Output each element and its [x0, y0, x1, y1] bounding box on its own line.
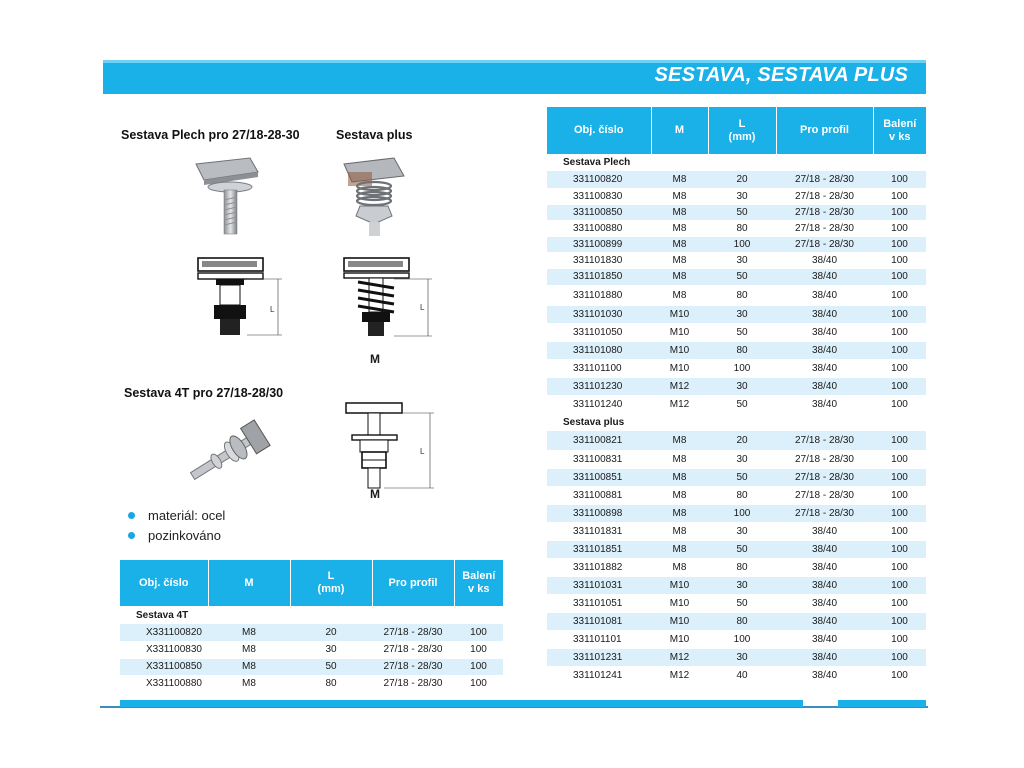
- cell-m: M8: [651, 252, 708, 268]
- cell-pro-profil: 27/18 - 28/30: [776, 188, 873, 204]
- cell-baleni: 100: [873, 341, 926, 359]
- table-row: [120, 641, 503, 658]
- plus-dim-m: M: [370, 352, 380, 366]
- cell-m: M10: [651, 305, 708, 323]
- cell-l-mm: 50: [290, 658, 372, 675]
- table-row: [547, 612, 926, 630]
- cell-l-mm: 30: [708, 377, 776, 395]
- cell-l-mm: 20: [708, 171, 776, 188]
- feature-material: [128, 508, 225, 523]
- cell-obj-cislo: 331101880: [547, 285, 651, 305]
- cell-m: M8: [651, 204, 708, 220]
- cell-obj-cislo: 331100831: [547, 450, 651, 468]
- cell-obj-cislo: 331101831: [547, 522, 651, 540]
- cell-baleni: 100: [873, 450, 926, 468]
- table-header-row: [547, 107, 926, 154]
- cell-pro-profil: 38/40: [776, 359, 873, 377]
- col-header-l-mm: L (mm): [708, 107, 776, 154]
- cell-pro-profil: 27/18 - 28/30: [372, 658, 454, 675]
- cell-obj-cislo: 331101830: [547, 252, 651, 268]
- table-row: [547, 395, 926, 413]
- cell-m: M8: [651, 504, 708, 522]
- cell-l-mm: 30: [708, 648, 776, 666]
- cell-m: M8: [651, 236, 708, 252]
- table-row: [547, 576, 926, 594]
- section-label: Sestava 4T: [120, 606, 503, 624]
- t4-title: Sestava 4T pro 27/18-28/30: [124, 386, 284, 400]
- cell-m: M10: [651, 630, 708, 648]
- cell-obj-cislo: 331101100: [547, 359, 651, 377]
- table-row: [547, 171, 926, 188]
- header-top-line: [103, 60, 926, 63]
- footer-band: [838, 700, 926, 707]
- table-row: [547, 450, 926, 468]
- cell-baleni: 100: [454, 675, 503, 692]
- cell-m: M10: [651, 576, 708, 594]
- cell-baleni: 100: [873, 323, 926, 341]
- cell-pro-profil: 27/18 - 28/30: [372, 641, 454, 658]
- cell-l-mm: 20: [708, 431, 776, 450]
- cell-obj-cislo: 331101080: [547, 341, 651, 359]
- cell-m: M10: [651, 594, 708, 612]
- cell-pro-profil: 27/18 - 28/30: [372, 624, 454, 641]
- table-row: [547, 522, 926, 540]
- cell-m: M8: [208, 641, 290, 658]
- col-header-baleni: Balení v ks: [454, 560, 503, 606]
- cell-obj-cislo: X331100820: [120, 624, 208, 641]
- cell-pro-profil: 38/40: [776, 612, 873, 630]
- cell-baleni: 100: [454, 641, 503, 658]
- cell-obj-cislo: 331100830: [547, 188, 651, 204]
- section-label: Sestava Plech: [547, 154, 926, 171]
- bullet-icon: [128, 512, 135, 519]
- header-band: [103, 60, 926, 94]
- cell-l-mm: 50: [708, 268, 776, 285]
- cell-l-mm: 80: [708, 486, 776, 504]
- table-plech-plus: [547, 107, 926, 685]
- cell-obj-cislo: 331100821: [547, 431, 651, 450]
- cell-pro-profil: 38/40: [776, 522, 873, 540]
- table-row: [547, 504, 926, 522]
- col-header-obj-cislo: Obj. číslo: [120, 560, 208, 606]
- cell-l-mm: 50: [708, 468, 776, 486]
- cell-obj-cislo: 331100820: [547, 171, 651, 188]
- table-row: [547, 188, 926, 204]
- table-row: [547, 341, 926, 359]
- cell-baleni: 100: [873, 540, 926, 558]
- cell-baleni: 100: [873, 377, 926, 395]
- cell-m: M8: [208, 675, 290, 692]
- cell-m: M8: [651, 558, 708, 576]
- table-header-row: [120, 560, 503, 606]
- cell-obj-cislo: 331101031: [547, 576, 651, 594]
- table-row: [547, 236, 926, 252]
- section-row: [120, 606, 503, 624]
- cell-l-mm: 100: [708, 359, 776, 377]
- cell-l-mm: 100: [708, 504, 776, 522]
- table-row: [547, 323, 926, 341]
- cell-l-mm: 30: [708, 252, 776, 268]
- plech-title: Sestava Plech pro 27/18-28-30: [121, 128, 300, 142]
- cell-baleni: 100: [873, 395, 926, 413]
- cell-pro-profil: 38/40: [776, 323, 873, 341]
- cell-l-mm: 30: [708, 450, 776, 468]
- table-row: [547, 486, 926, 504]
- cell-m: M8: [651, 268, 708, 285]
- cell-baleni: 100: [873, 359, 926, 377]
- cell-baleni: 100: [873, 171, 926, 188]
- cell-baleni: 100: [873, 268, 926, 285]
- table-row: [120, 658, 503, 675]
- cell-l-mm: 30: [290, 641, 372, 658]
- col-header-pro-profil: Pro profil: [372, 560, 454, 606]
- cell-baleni: 100: [873, 612, 926, 630]
- cell-pro-profil: 38/40: [776, 268, 873, 285]
- cell-obj-cislo: 331100899: [547, 236, 651, 252]
- plech-drawing: [190, 252, 300, 352]
- cell-pro-profil: 38/40: [776, 648, 873, 666]
- cell-obj-cislo: 331100880: [547, 220, 651, 236]
- col-header-obj-cislo: Obj. číslo: [547, 107, 651, 154]
- cell-pro-profil: 27/18 - 28/30: [776, 431, 873, 450]
- cell-l-mm: 50: [708, 594, 776, 612]
- cell-baleni: 100: [873, 468, 926, 486]
- t4-dim-m: M: [370, 487, 380, 501]
- cell-baleni: 100: [873, 648, 926, 666]
- cell-obj-cislo: 331100881: [547, 486, 651, 504]
- cell-baleni: 100: [873, 522, 926, 540]
- cell-obj-cislo: X331100850: [120, 658, 208, 675]
- cell-m: M8: [651, 188, 708, 204]
- plech-dim-l: L: [270, 305, 275, 314]
- plus-photo: [334, 150, 414, 242]
- cell-m: M8: [208, 658, 290, 675]
- table-row: [547, 540, 926, 558]
- cell-baleni: 100: [873, 252, 926, 268]
- bullet-icon: [128, 532, 135, 539]
- cell-m: M8: [651, 486, 708, 504]
- cell-m: M8: [651, 468, 708, 486]
- cell-m: M10: [651, 612, 708, 630]
- cell-pro-profil: 27/18 - 28/30: [776, 204, 873, 220]
- table-row: [547, 268, 926, 285]
- cell-baleni: 100: [873, 486, 926, 504]
- cell-obj-cislo: 331101030: [547, 305, 651, 323]
- cell-pro-profil: 38/40: [776, 576, 873, 594]
- cell-l-mm: 50: [708, 323, 776, 341]
- cell-baleni: 100: [873, 236, 926, 252]
- cell-m: M8: [651, 450, 708, 468]
- cell-m: M12: [651, 395, 708, 413]
- cell-m: M10: [651, 359, 708, 377]
- table-row: [547, 252, 926, 268]
- table-row: [547, 594, 926, 612]
- cell-l-mm: 100: [708, 630, 776, 648]
- cell-obj-cislo: 331101230: [547, 377, 651, 395]
- table-row: [547, 377, 926, 395]
- cell-m: M10: [651, 323, 708, 341]
- cell-pro-profil: 38/40: [776, 630, 873, 648]
- table-row: [547, 630, 926, 648]
- cell-obj-cislo: 331100898: [547, 504, 651, 522]
- table-row: [547, 285, 926, 305]
- section-row: [547, 413, 926, 431]
- cell-obj-cislo: 331101081: [547, 612, 651, 630]
- cell-l-mm: 80: [708, 612, 776, 630]
- cell-pro-profil: 38/40: [776, 285, 873, 305]
- table-row: [547, 648, 926, 666]
- t4-drawing: [340, 400, 450, 496]
- cell-l-mm: 30: [708, 188, 776, 204]
- cell-pro-profil: 27/18 - 28/30: [776, 486, 873, 504]
- cell-baleni: 100: [873, 305, 926, 323]
- cell-pro-profil: 27/18 - 28/30: [776, 236, 873, 252]
- cell-pro-profil: 38/40: [776, 558, 873, 576]
- cell-m: M8: [651, 285, 708, 305]
- cell-pro-profil: 38/40: [776, 594, 873, 612]
- table-row: [547, 558, 926, 576]
- cell-baleni: 100: [873, 188, 926, 204]
- col-header-l-mm: L (mm): [290, 560, 372, 606]
- cell-l-mm: 50: [708, 540, 776, 558]
- cell-pro-profil: 27/18 - 28/30: [776, 468, 873, 486]
- cell-obj-cislo: 331101231: [547, 648, 651, 666]
- table-row: [120, 675, 503, 692]
- section-row: [547, 154, 926, 171]
- cell-m: M8: [651, 171, 708, 188]
- cell-baleni: 100: [873, 504, 926, 522]
- cell-l-mm: 100: [708, 236, 776, 252]
- cell-l-mm: 80: [708, 341, 776, 359]
- table-row: [547, 220, 926, 236]
- cell-pro-profil: 38/40: [776, 341, 873, 359]
- plus-title: Sestava plus: [336, 128, 413, 142]
- cell-m: M10: [651, 341, 708, 359]
- cell-m: M8: [208, 624, 290, 641]
- cell-pro-profil: 38/40: [776, 395, 873, 413]
- section-label: Sestava plus: [547, 413, 926, 431]
- feature-material-text: materiál: ocel: [148, 508, 226, 523]
- cell-pro-profil: 27/18 - 28/30: [776, 220, 873, 236]
- cell-l-mm: 80: [708, 220, 776, 236]
- table-row: [547, 359, 926, 377]
- cell-baleni: 100: [873, 204, 926, 220]
- feature-zinc: [128, 528, 221, 543]
- table-row: [547, 431, 926, 450]
- cell-baleni: 100: [873, 431, 926, 450]
- table-4t: [120, 560, 503, 693]
- cell-m: M8: [651, 220, 708, 236]
- cell-baleni: 100: [873, 576, 926, 594]
- cell-baleni: 100: [873, 594, 926, 612]
- table-row: [547, 666, 926, 684]
- cell-obj-cislo: X331100880: [120, 675, 208, 692]
- cell-obj-cislo: 331101101: [547, 630, 651, 648]
- cell-m: M8: [651, 431, 708, 450]
- cell-l-mm: 30: [708, 576, 776, 594]
- cell-m: M8: [651, 522, 708, 540]
- table-row: [547, 468, 926, 486]
- cell-baleni: 100: [454, 624, 503, 641]
- cell-l-mm: 50: [708, 204, 776, 220]
- plech-photo: [188, 150, 268, 240]
- page-title: SESTAVA, SESTAVA PLUS: [654, 64, 908, 86]
- cell-m: M12: [651, 666, 708, 684]
- table-row: [120, 624, 503, 641]
- t4-dim-l: L: [420, 447, 425, 456]
- cell-obj-cislo: 331100850: [547, 204, 651, 220]
- cell-obj-cislo: 331101240: [547, 395, 651, 413]
- cell-l-mm: 80: [708, 558, 776, 576]
- cell-obj-cislo: 331101882: [547, 558, 651, 576]
- cell-pro-profil: 38/40: [776, 666, 873, 684]
- cell-l-mm: 50: [708, 395, 776, 413]
- cell-l-mm: 80: [290, 675, 372, 692]
- cell-pro-profil: 38/40: [776, 252, 873, 268]
- cell-l-mm: 40: [708, 666, 776, 684]
- cell-obj-cislo: X331100830: [120, 641, 208, 658]
- cell-obj-cislo: 331101850: [547, 268, 651, 285]
- col-header-m: M: [651, 107, 708, 154]
- cell-obj-cislo: 331101051: [547, 594, 651, 612]
- cell-pro-profil: 27/18 - 28/30: [372, 675, 454, 692]
- footer-band: [120, 700, 803, 707]
- cell-baleni: 100: [454, 658, 503, 675]
- cell-pro-profil: 38/40: [776, 540, 873, 558]
- cell-m: M12: [651, 648, 708, 666]
- cell-l-mm: 30: [708, 522, 776, 540]
- table-row: [547, 305, 926, 323]
- plus-dim-l: L: [420, 303, 425, 312]
- cell-m: M8: [651, 540, 708, 558]
- t4-photo: [178, 412, 288, 492]
- cell-pro-profil: 38/40: [776, 377, 873, 395]
- cell-l-mm: 80: [708, 285, 776, 305]
- cell-baleni: 100: [873, 630, 926, 648]
- cell-pro-profil: 27/18 - 28/30: [776, 171, 873, 188]
- cell-obj-cislo: 331101050: [547, 323, 651, 341]
- cell-pro-profil: 27/18 - 28/30: [776, 504, 873, 522]
- cell-l-mm: 20: [290, 624, 372, 641]
- cell-obj-cislo: 331101851: [547, 540, 651, 558]
- col-header-m: M: [208, 560, 290, 606]
- cell-l-mm: 30: [708, 305, 776, 323]
- table-row: [547, 204, 926, 220]
- cell-baleni: 100: [873, 285, 926, 305]
- cell-pro-profil: 27/18 - 28/30: [776, 450, 873, 468]
- cell-obj-cislo: 331101241: [547, 666, 651, 684]
- cell-obj-cislo: 331100851: [547, 468, 651, 486]
- feature-zinc-text: pozinkováno: [148, 528, 221, 543]
- plus-drawing: [336, 252, 446, 352]
- cell-baleni: 100: [873, 558, 926, 576]
- col-header-pro-profil: Pro profil: [776, 107, 873, 154]
- col-header-baleni: Balení v ks: [873, 107, 926, 154]
- cell-baleni: 100: [873, 666, 926, 684]
- cell-pro-profil: 38/40: [776, 305, 873, 323]
- cell-m: M12: [651, 377, 708, 395]
- cell-baleni: 100: [873, 220, 926, 236]
